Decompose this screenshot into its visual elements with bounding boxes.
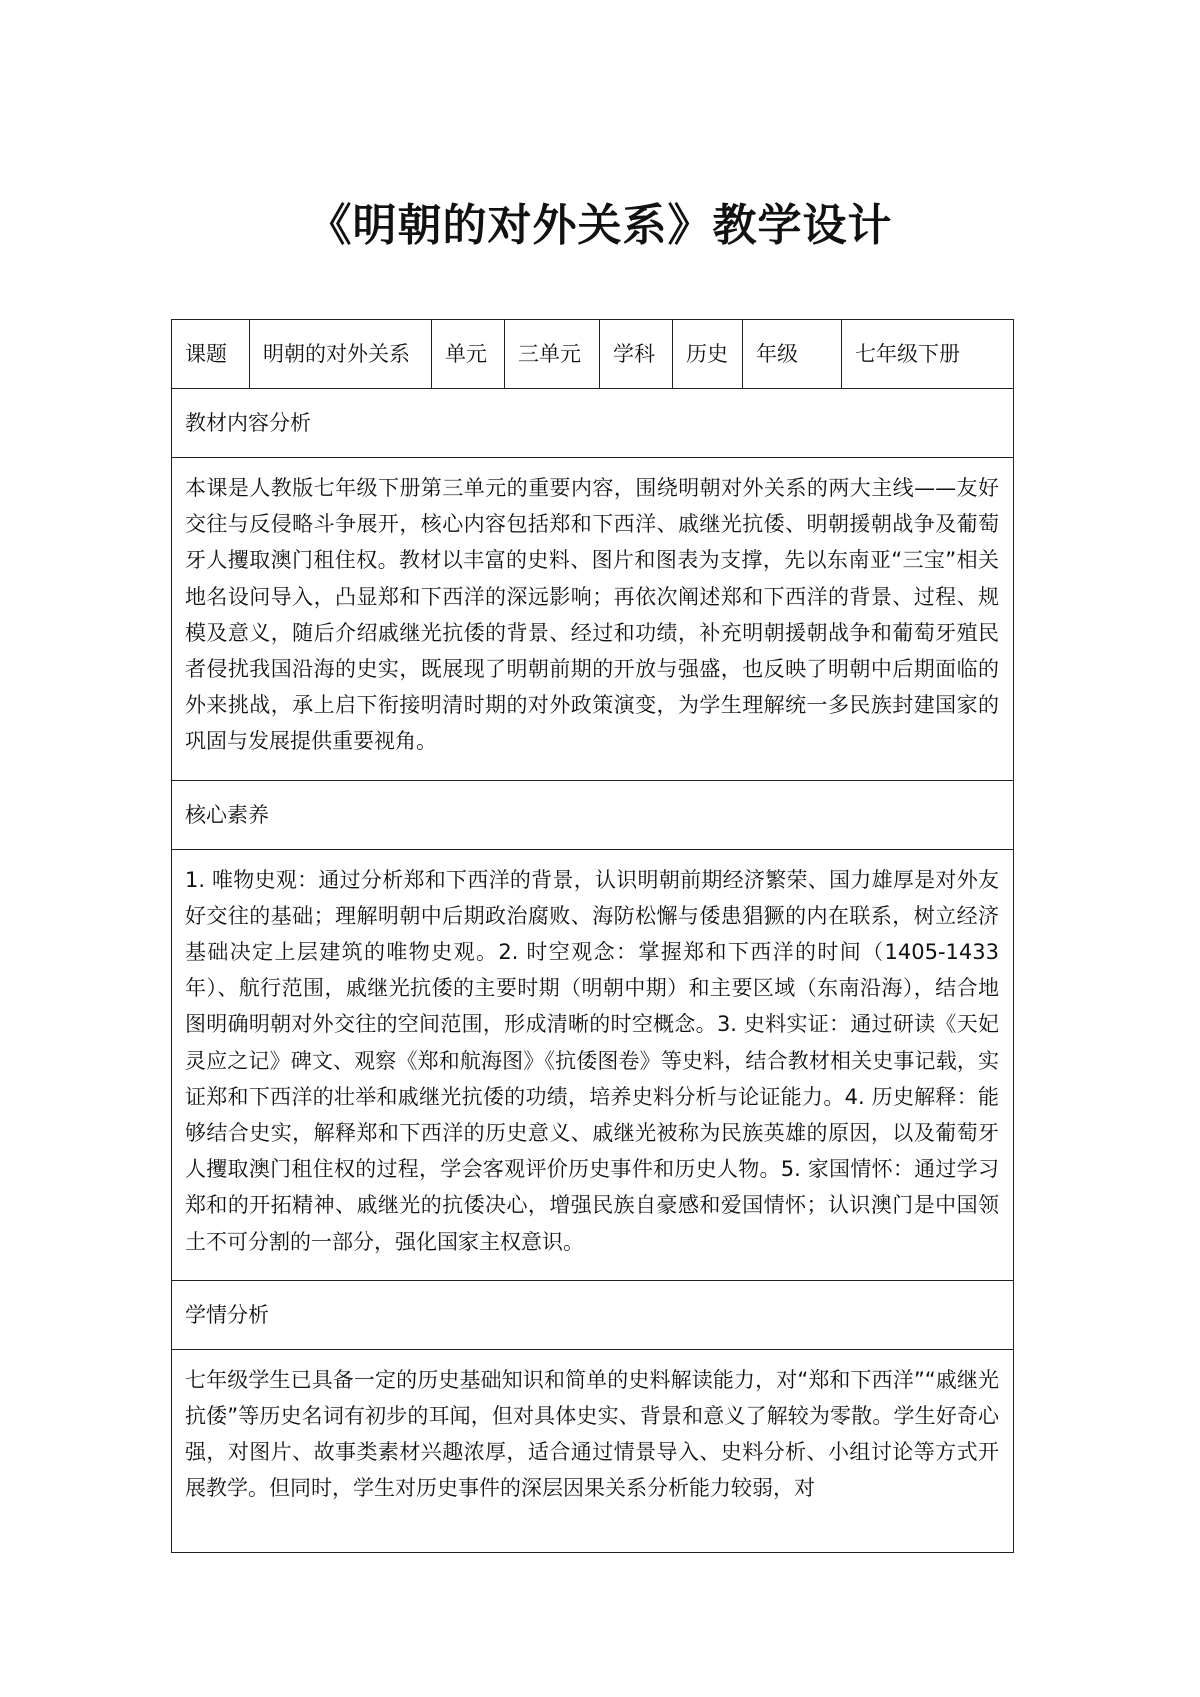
textbook-analysis-heading: 教材内容分析 bbox=[172, 389, 1014, 458]
textbook-analysis-text: 本课是人教版七年级下册第三单元的重要内容，围绕明朝对外关系的两大主线——友好交往与反侵略斗争展开，核心内容包括郑和下西洋、戚继光抗倭、明朝援朝战争及葡萄牙人攫取澳门租住权。教材以丰富的史料、图片和图表为支撑，先以东南亚“三宝”相关地名设问导入，凸显郑和下西洋的深远影响；再依次阐述郑和下西洋的背景、过程、规模及意义，随后介绍戚继光抗倭的背景、经过和功绩，补充明朝援朝战争和葡萄牙殖民者侵扰我国沿海的史实，既展现了明朝前期的开放与强盛，也反映了明朝中后期面临的外来挑战，承上启下衔接明清时期的对外政策演变，为学生理解统一多民族封建国家的巩固与发展提供重要视角。 bbox=[172, 458, 1014, 781]
info-row bbox=[172, 320, 1014, 389]
section-body-learner bbox=[172, 1349, 1014, 1552]
core-literacy-text: 1. 唯物史观：通过分析郑和下西洋的背景，认识明朝前期经济繁荣、国力雄厚是对外友好交往的基础；理解明朝中后期政治腐败、海防松懈与倭患猖獗的内在联系，树立经济基础决定上层建筑的唯物史观。2. 时空观念：掌握郑和下西洋的时间（1405-1433 年）、航行范围，戚继光抗倭的主要时期（明朝中期）和主要区域（东南沿海），结合地图明确明朝对外交往的空间范围，形成清晰的时空概念。3. 史料实证：通过研读《天妃灵应之记》碑文、观察《郑和航海图》《抗倭图卷》等史料，结合教材相关史事记载，实证郑和下西洋的壮举和戚继光抗倭的功绩，培养史料分析与论证能力。4. 历史解释：能够结合史实，解释郑和下西洋的历史意义、戚继光被称为民族英雄的原因，以及葡萄牙人攫取澳门租住权的过程，学会客观评价历史事件和历史人物。5. 家国情怀：通过学习郑和的开拓精神、戚继光的抗倭决心，增强民族自豪感和爱国情怀；认识澳门是中国领土不可分割的一部分，强化国家主权意识。 bbox=[172, 849, 1014, 1280]
topic-label: 课题 bbox=[172, 320, 250, 389]
core-literacy-heading: 核心素养 bbox=[172, 780, 1014, 849]
section-body-textbook bbox=[172, 458, 1014, 781]
subject-value: 历史 bbox=[673, 320, 743, 389]
document-title: 《明朝的对外关系》教学设计 bbox=[307, 200, 893, 251]
unit-label: 单元 bbox=[432, 320, 505, 389]
topic-value: 明朝的对外关系 bbox=[250, 320, 432, 389]
learner-analysis-heading: 学情分析 bbox=[172, 1280, 1014, 1349]
learner-analysis-text: 七年级学生已具备一定的历史基础知识和简单的史料解读能力，对“郑和下西洋”“戚继光抗倭”等历史名词有初步的耳闻，但对具体史实、背景和意义了解较为零散。学生好奇心强，对图片、故事类素材兴趣浓厚，适合通过情景导入、史料分析、小组讨论等方式开展教学。但同时，学生对历史事件的深层因果关系分析能力较弱，对 bbox=[172, 1349, 1014, 1552]
lesson-plan-table bbox=[171, 319, 1014, 1553]
subject-label: 学科 bbox=[600, 320, 673, 389]
section-header-learner bbox=[172, 1280, 1014, 1349]
section-header-textbook bbox=[172, 389, 1014, 458]
section-header-core bbox=[172, 780, 1014, 849]
unit-value: 三单元 bbox=[505, 320, 600, 389]
grade-label: 年级 bbox=[743, 320, 842, 389]
grade-value: 七年级下册 bbox=[842, 320, 1014, 389]
section-body-core bbox=[172, 849, 1014, 1280]
